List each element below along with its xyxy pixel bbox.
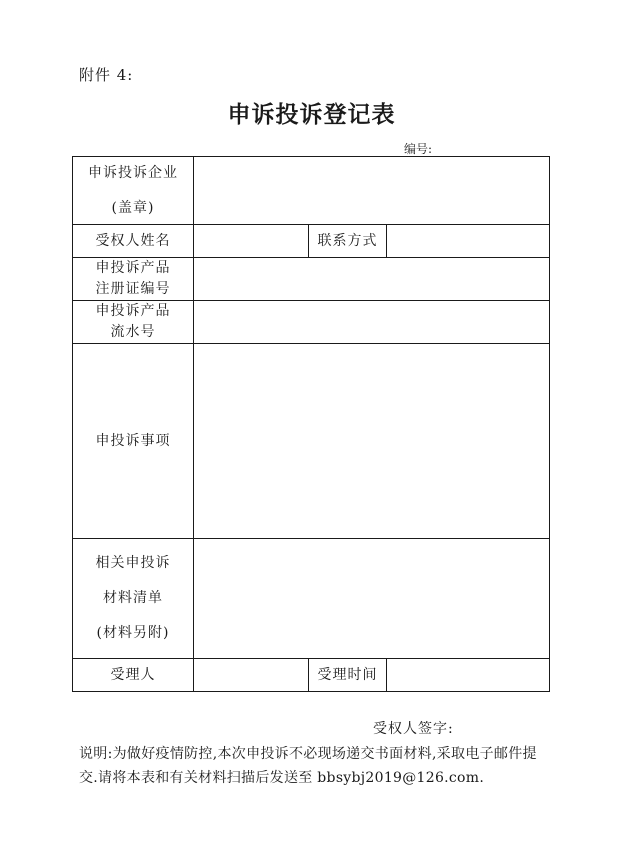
reg-cert-label-line1: 申投诉产品 <box>95 260 171 276</box>
serial-no-label-line1: 申投诉产品 <box>95 303 171 319</box>
attachment-label: 附件 4: <box>79 66 134 84</box>
signature-label: 受权人签字: <box>373 721 454 737</box>
page-title: 申诉投诉登记表 <box>227 101 396 128</box>
form-row-authorized <box>73 225 550 258</box>
registration-form <box>72 156 550 692</box>
serial-no-label-line2: 流水号 <box>110 324 156 340</box>
company-seal-label: (盖章) <box>111 199 155 216</box>
form-row-matters <box>73 344 550 539</box>
reg-cert-field[interactable] <box>194 258 550 301</box>
serial-no-field[interactable] <box>194 301 550 344</box>
company-label-cell <box>73 157 194 225</box>
receive-time-field[interactable] <box>387 659 550 692</box>
form-row-company <box>73 157 550 225</box>
form-row-receiver <box>73 659 550 692</box>
submission-note: 说明:为做好疫情防控,本次申投诉不必现场递交书面材料,采取电子邮件提交.请将本表和有关材料扫描后发送至 bbsybj2019@126.com. <box>79 746 537 786</box>
materials-label-line1: 相关申投诉 <box>95 555 171 571</box>
receiver-label: 受理人 <box>73 659 194 692</box>
reg-cert-label-line2: 注册证编号 <box>95 281 171 297</box>
serial-number-label: 编号: <box>404 142 433 156</box>
company-field[interactable] <box>194 157 550 225</box>
materials-field[interactable] <box>194 539 550 659</box>
materials-label-line2: 材料清单 <box>103 590 163 606</box>
receive-time-label: 受理时间 <box>309 659 387 692</box>
materials-label-cell <box>73 539 194 659</box>
company-label: 申诉投诉企业 <box>88 164 178 181</box>
authorized-person-field[interactable] <box>194 225 309 258</box>
authorized-person-label: 受权人姓名 <box>73 225 194 258</box>
reg-cert-label-cell <box>73 258 194 301</box>
form-row-materials <box>73 539 550 659</box>
serial-number <box>404 140 495 157</box>
contact-label: 联系方式 <box>309 225 387 258</box>
receiver-field[interactable] <box>194 659 309 692</box>
form-row-serial-no <box>73 301 550 344</box>
contact-field[interactable] <box>387 225 550 258</box>
matters-field[interactable] <box>194 344 550 539</box>
matters-label: 申投诉事项 <box>73 344 194 539</box>
materials-label-line3: (材料另附) <box>96 625 170 641</box>
serial-no-label-cell <box>73 301 194 344</box>
form-row-reg-cert <box>73 258 550 301</box>
